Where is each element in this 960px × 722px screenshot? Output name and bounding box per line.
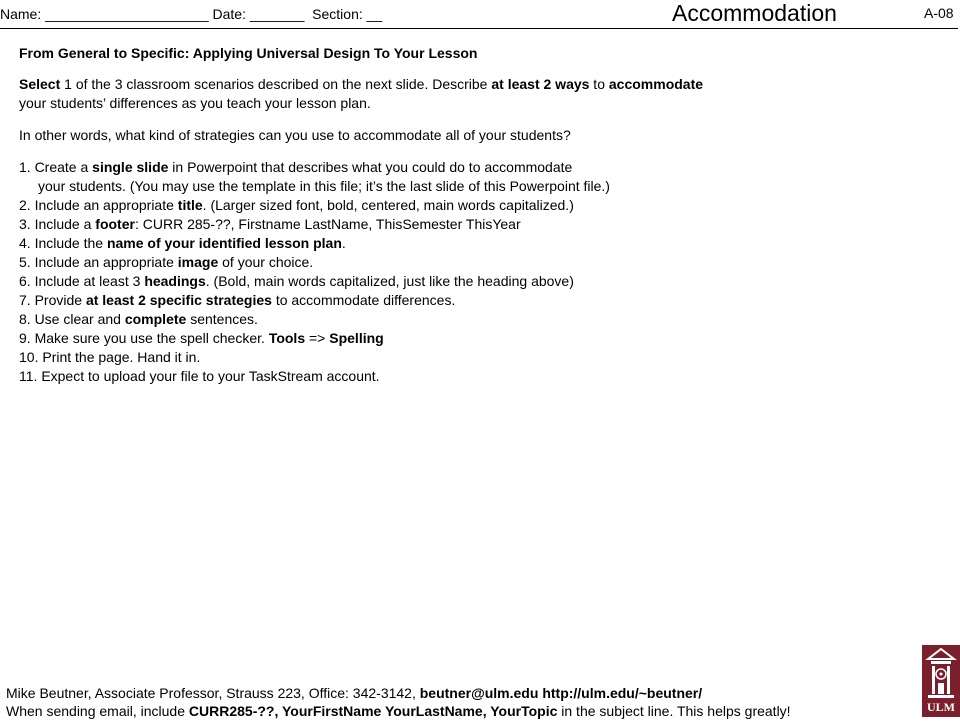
logo-text: ULM: [927, 700, 955, 714]
page-title: Accommodation: [672, 0, 837, 26]
header-rule: [0, 28, 958, 29]
content: [19, 44, 719, 386]
step-line: [19, 196, 719, 215]
text-run: . (Larger sized font, bold, centered, main words capitalized.): [202, 197, 574, 213]
bold-text: Select: [19, 76, 61, 92]
text-run: your students. (You may use the template in this file; it’s the last slide of this Powerpoint file.): [38, 178, 610, 194]
text-run: in Powerpoint that describes what you could do to accommodate: [168, 159, 573, 175]
step-line: [19, 272, 719, 291]
step-line: [19, 234, 719, 253]
text-run: 1 of the 3 classroom scenarios described on the next slide. Describe: [60, 76, 492, 92]
bold-text: Spelling: [329, 330, 384, 346]
footer-email-note: [6, 702, 791, 720]
bold-text: footer: [95, 216, 135, 232]
bold-text: http://ulm.edu/~beutner/: [542, 685, 703, 701]
text-run: your students’ differences as you teach your lesson plan.: [19, 95, 371, 111]
step-line: [19, 329, 719, 348]
bold-text: accommodate: [608, 76, 704, 92]
text-run: to accommodate differences.: [271, 292, 456, 308]
step-line: [19, 348, 719, 367]
text-run: 11. Expect to upload your file to your TaskStream account.: [19, 368, 380, 384]
step-line: [19, 310, 719, 329]
bold-text: CURR285-??, YourFirstName YourLastName, YourTopic: [188, 703, 558, 719]
text-run: 7. Provide: [19, 292, 86, 308]
bold-text: complete: [124, 311, 187, 327]
bold-text: headings: [144, 273, 206, 289]
ulm-logo: [922, 645, 960, 717]
bold-text: name of your identified lesson plan: [106, 235, 342, 251]
bold-text: image: [177, 254, 219, 270]
question-paragraph: In other words, what kind of strategies can you use to accommodate all of your students?: [19, 127, 571, 143]
bold-text: beutner@ulm.edu: [419, 685, 539, 701]
page-code: A-08: [924, 5, 954, 21]
text-run: .: [341, 235, 346, 251]
text-run: 3. Include a: [19, 216, 96, 232]
text-run: in the subject line. This helps greatly!: [557, 703, 791, 719]
text-run: 1. Create a: [19, 159, 93, 175]
text-run: 10. Print the page. Hand it in.: [19, 349, 201, 365]
footer: [6, 684, 791, 720]
steps-list: [19, 158, 719, 386]
step-line: [19, 253, 719, 272]
text-run: When sending email, include: [6, 703, 189, 719]
text-run: 6. Include at least 3: [19, 273, 145, 289]
text-run: Mike Beutner, Associate Professor, Strauss 223, Office: 342-3142,: [6, 685, 420, 701]
bold-text: Tools: [268, 330, 306, 346]
step-line: [19, 177, 719, 196]
step-line: [19, 367, 719, 386]
header-fields: Name: _____________________ Date: _______ Section: __: [0, 6, 383, 22]
text-run: 2. Include an appropriate: [19, 197, 178, 213]
step-line: [19, 291, 719, 310]
step-line: [19, 215, 719, 234]
bold-text: at least 2 specific strategies: [85, 292, 272, 308]
select-paragraph: [19, 75, 719, 113]
text-run: 5. Include an appropriate: [19, 254, 178, 270]
bold-text: single slide: [92, 159, 169, 175]
text-run: sentences.: [186, 311, 258, 327]
text-run: 8. Use clear and: [19, 311, 125, 327]
bold-text: at least 2 ways: [491, 76, 590, 92]
footer-contact-line: [6, 684, 791, 702]
bold-text: title: [177, 197, 203, 213]
text-run: . (Bold, main words capitalized, just like the heading above): [205, 273, 574, 289]
step-line: [19, 158, 719, 177]
text-run: 9. Make sure you use the spell checker.: [19, 330, 269, 346]
text-run: : CURR 285-??, Firstname LastName, ThisSemester ThisYear: [134, 216, 521, 232]
text-run: to: [589, 76, 609, 92]
section-heading: From General to Specific: Applying Universal Design To Your Lesson: [19, 45, 478, 61]
text-run: =>: [305, 330, 330, 346]
text-run: 4. Include the: [19, 235, 107, 251]
text-run: of your choice.: [218, 254, 314, 270]
